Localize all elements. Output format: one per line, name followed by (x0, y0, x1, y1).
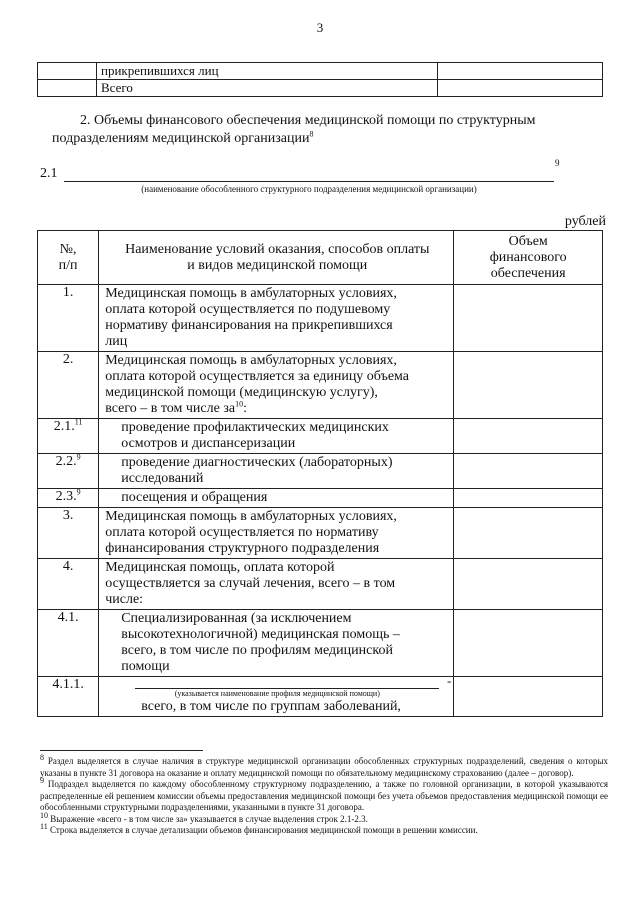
row-value (454, 610, 603, 677)
footnote-ref: 9 (40, 776, 44, 785)
table-row (38, 610, 603, 677)
row-value (454, 352, 603, 419)
financing-table (37, 230, 603, 717)
fill-line: - (135, 678, 439, 689)
row-value (454, 419, 603, 454)
units-label: рублей (564, 214, 606, 229)
table-row (38, 508, 603, 559)
subsection-number: 2.1 (40, 166, 58, 181)
footnote-ref: 9 (76, 487, 81, 497)
table-row (38, 285, 603, 352)
col-header-name: Наименование условий оказания, способов оплаты и видов медицинской помощи (99, 231, 454, 285)
row-value (454, 677, 603, 717)
col-header-volume: Объем финансового обеспечения (454, 231, 603, 285)
section-heading-line2: подразделениям медицинской организации$^8$ (52, 129, 314, 146)
footnote-ref: 10 (235, 399, 244, 409)
top-table (37, 62, 603, 97)
row-number: 4.1. (38, 610, 99, 677)
row-number: 2.2.$^9$ (38, 454, 99, 489)
footnote-separator (40, 750, 203, 751)
row-value (454, 559, 603, 610)
table-row (38, 80, 603, 97)
footnote-ref: 9 (555, 158, 560, 168)
section-heading (52, 112, 592, 148)
row-description: Медицинская помощь, оплата которой осуществляется за случай лечения, всего – в том числе: (99, 559, 454, 610)
row-number: 2.3.$^9$ (38, 489, 99, 508)
fill-line (64, 181, 554, 182)
row-number: 2.1.11 (38, 419, 99, 454)
table-row (38, 419, 603, 454)
page-number: 3 (316, 20, 324, 35)
row-value (454, 508, 603, 559)
row-description: проведение диагностических (лабораторных) исследований (99, 454, 454, 489)
field-caption: (наименование обособленного структурного подразделения медицинской организации) (141, 184, 477, 194)
table-row (38, 677, 603, 717)
footnote-ref: 10 (40, 810, 48, 820)
footnote-ref: 8 (309, 129, 314, 139)
table-body (38, 285, 603, 717)
row-value (454, 489, 603, 508)
footnote: $^{10}$ Выражение «всего - в том числе за» указывается в случае выделения строк 2.1-2.3. (40, 810, 368, 824)
footnote: $^8$ Раздел выделяется в случае наличия в структуре медицинской организации обособленных структурных подразделений, сведения о которых указаны в пункте 31 договора на оказание и оплату медицинской помощи по обязательному медицинскому страхованию (далее – договор). (40, 753, 609, 778)
footnote: $^{11}$ Строка выделяется в случае детализации объемов финансирования медицинской помощи в решении комиссии. (40, 822, 478, 835)
table-header-row (38, 231, 603, 285)
footnote-ref: 11 (74, 417, 83, 427)
footnote: $^9$ Подраздел выделяется по каждому обособленному структурному подразделению, а также по головной организации, в которой указываются распределенные ей решением комиссии объемы предоставления медицинской помощи без учета объемов предоставления медицинской помощи ее обособленными структурными подразделениями, указанными в пункте 31 договора. (40, 776, 608, 812)
section-heading-line1: 2. Объемы финансового обеспечения медицинской помощи по структурным (80, 113, 536, 128)
footnotes (40, 753, 609, 837)
row-description: Медицинская помощь в амбулаторных условиях, оплата которой осуществляется по нормативу финансирования структурного подразделения (99, 508, 454, 559)
table-row (38, 63, 603, 80)
row-value (454, 285, 603, 352)
row-description: - (указывается наименование профиля медицинской помощи) всего, в том числе по группам заболеваний, (99, 677, 454, 717)
row-number: 4.1.1. (38, 677, 99, 717)
row-description: посещения и обращения (99, 489, 454, 508)
row-value (454, 454, 603, 489)
row-description: Медицинская помощь в амбулаторных условиях, оплата которой осуществляется за единицу объема медицинской помощи (медицинскую услугу), всего – в том числе $за^{10}$: (99, 352, 454, 419)
row-description: Медицинская помощь в амбулаторных условиях, оплата которой осуществляется по подушевому нормативу финансирования на прикрепившихся лиц (99, 285, 454, 352)
footnote-ref: 11 (40, 822, 48, 831)
footnote-ref: 9 (76, 452, 81, 462)
row-number: 3. (38, 508, 99, 559)
table-row (38, 489, 603, 508)
row-number: 2. (38, 352, 99, 419)
row-label: Всего (101, 80, 133, 95)
row-number: 4. (38, 559, 99, 610)
footnote-ref: 8 (40, 753, 44, 762)
table-row (38, 352, 603, 419)
col-header-num: №, п/п (38, 231, 99, 285)
table-row (38, 454, 603, 489)
row-number: 1. (38, 285, 99, 352)
row-description: Специализированная (за исключением высокотехнологичной) медицинская помощь – всего, в том числе по профилям медицинской помощи (99, 610, 454, 677)
row-label: прикрепившихся лиц (101, 63, 219, 78)
row-description: проведение профилактических медицинских осмотров и диспансеризации (99, 419, 454, 454)
table-row (38, 559, 603, 610)
field-caption: (указывается наименование профиля медицинской помощи) (174, 689, 380, 698)
